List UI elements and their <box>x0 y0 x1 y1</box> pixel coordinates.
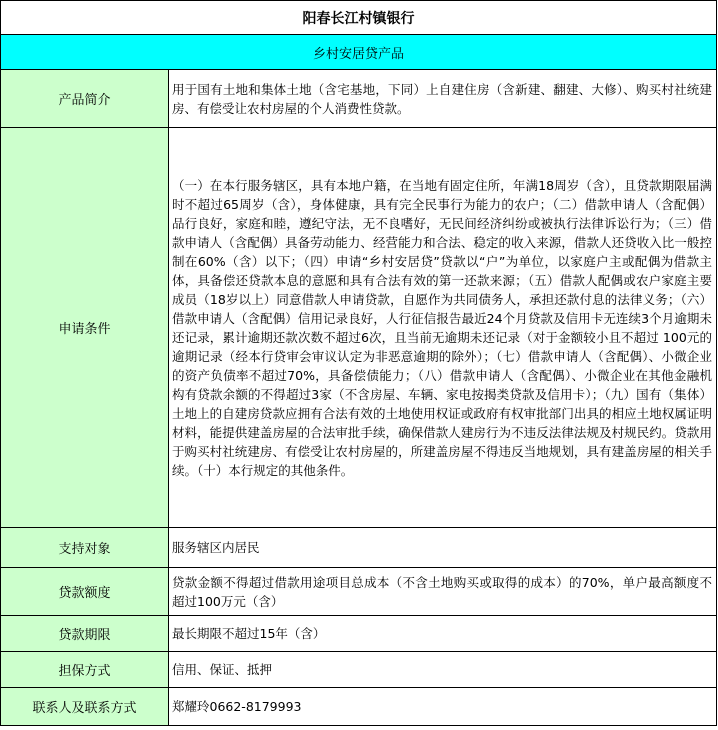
row-value-term: 最长期限不超过15年（含） <box>169 616 717 652</box>
table-row <box>1 688 717 726</box>
product-name: 乡村安居贷产品 <box>1 35 717 70</box>
row-value-target: 服务辖区内居民 <box>169 528 717 568</box>
row-value-contact: 郑耀玲0662-8179993 <box>169 688 717 726</box>
table-row <box>1 70 717 128</box>
table-row <box>1 616 717 652</box>
row-label-conditions: 申请条件 <box>1 128 169 528</box>
row-value-amount: 贷款金额不得超过借款用途项目总成本（不含土地购买或取得的成本）的70%，单户最高额度不超过100万元（含） <box>169 568 717 616</box>
table-row <box>1 528 717 568</box>
table-row <box>1 568 717 616</box>
subtitle-row <box>1 35 717 70</box>
table-row <box>1 128 717 528</box>
row-label-target: 支持对象 <box>1 528 169 568</box>
row-label-intro: 产品简介 <box>1 70 169 128</box>
row-value-conditions: （一）在本行服务辖区，具有本地户籍，在当地有固定住所，年满18周岁（含），且贷款期限届满时不超过65周岁（含），身体健康，具有完全民事行为能力的农户；（二）借款申请人（含配偶）品行良好，家庭和睦，遵纪守法，无不良嗜好，无民间经济纠纷或被执行法律诉讼行为；（三）借款申请人（含配偶）具备劳动能力、经营能力和合法、稳定的收入来源，借款人还贷收入比一般控制在60%（含）以下；（四）申请“乡村安居贷”贷款以“户”为单位，以家庭户主或配偶为借款主体，具备偿还贷款本息的意愿和具有合法有效的第一还款来源；（五）借款人配偶或农户家庭主要成员（18岁以上）同意借款人申请贷款，自愿作为共同债务人，承担还款付息的法律义务；（六）借款申请人（含配偶）信用记录良好，人行征信报告最近24个月贷款及信用卡无连续3个月逾期未还记录，累计逾期还款次数不超过6次，且当前无逾期未还记录（对于金额较小且不超过 100元的逾期记录（经本行贷审会审议认定为非恶意逾期的除外）；（七）借款申请人（含配偶）、小微企业的资产负债率不超过70%，具备偿债能力；（八）借款申请人（含配偶）、小微企业在其他金融机构有贷款余额的不得超过3家（不含房屋、车辆、家电按揭类贷款及信用卡）；（九）国有（集体）土地上的自建房贷款应拥有合法有效的土地使用权证或政府有权审批部门出具的相应土地权属证明材料，能提供建盖房屋的合法审批手续，确保借款人建房行为不违反法律法规及村规民约。贷款用于购买村社统建房、有偿受让农村房屋的，所建盖房屋不得违反当地规划，具有建盖房屋的相关手续。（十）本行规定的其他条件。 <box>169 128 717 528</box>
title-row <box>1 1 717 35</box>
row-label-contact: 联系人及联系方式 <box>1 688 169 726</box>
row-label-amount: 贷款额度 <box>1 568 169 616</box>
row-label-guarantee: 担保方式 <box>1 652 169 688</box>
row-value-intro: 用于国有土地和集体土地（含宅基地，下同）上自建住房（含新建、翻建、大修）、购买村社统建房、有偿受让农村房屋的个人消费性贷款。 <box>169 70 717 128</box>
row-value-guarantee: 信用、保证、抵押 <box>169 652 717 688</box>
bank-title: 阳春长江村镇银行 <box>1 1 717 35</box>
row-label-term: 贷款期限 <box>1 616 169 652</box>
table-row <box>1 652 717 688</box>
